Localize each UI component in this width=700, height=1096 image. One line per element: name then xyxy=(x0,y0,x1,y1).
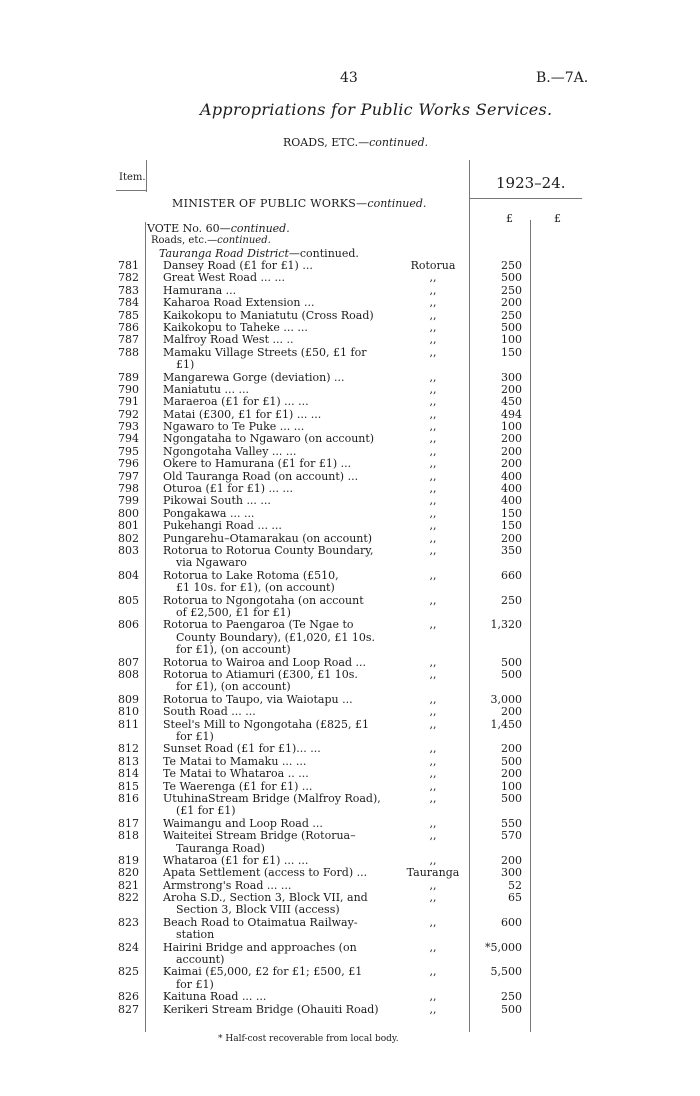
item-number: 781 xyxy=(118,259,139,272)
minister-heading-main: MINISTER OF PUBLIC WORKS— xyxy=(172,197,368,210)
item-description-line: Okere to Hamurana (£1 for £1) ... xyxy=(163,457,352,471)
table-row xyxy=(0,458,700,470)
item-amount: 250 xyxy=(501,990,522,1004)
table-row xyxy=(0,396,700,408)
item-description-line: Rotorua to Atiamuri (£300, £1 10s. xyxy=(163,667,358,681)
footnote: * Half-cost recoverable from local body. xyxy=(218,1034,399,1044)
item-description-line: Ngongataha to Ngawaro (on account) xyxy=(163,432,375,446)
item-number: 791 xyxy=(118,395,139,409)
item-location: ,, xyxy=(429,296,437,310)
item-description xyxy=(163,966,362,991)
item-location: ,, xyxy=(429,692,437,706)
item-location: ,, xyxy=(429,457,437,471)
minister-heading-cont: continued. xyxy=(367,197,427,210)
appropriation-table xyxy=(0,260,700,1016)
item-description xyxy=(163,991,266,1003)
item-location: ,, xyxy=(429,1002,437,1016)
item-number: 811 xyxy=(118,717,139,731)
item-location: ,, xyxy=(429,878,437,892)
item-description xyxy=(163,520,282,532)
item-description-line: via Ngawaro xyxy=(176,556,247,570)
item-description-line: account) xyxy=(176,953,225,967)
item-location: ,, xyxy=(429,816,437,830)
item-location: ,, xyxy=(429,940,437,954)
item-description-line: County Boundary), (£1,020, £1 10s. xyxy=(176,630,375,644)
item-amount: 150 xyxy=(501,519,522,533)
district-heading-cont: —continued. xyxy=(288,247,359,260)
item-amount: 250 xyxy=(501,283,522,297)
item-amount: 500 xyxy=(501,320,522,334)
item-location: ,, xyxy=(429,767,437,781)
item-description-line: Kaikokopu to Maniatutu (Cross Road) xyxy=(163,308,374,322)
item-description-line: Rotorua to Wairoa and Loop Road ... xyxy=(163,655,367,669)
district-heading-main: Tauranga Road District xyxy=(159,247,289,260)
vote-heading xyxy=(147,222,290,235)
table-row xyxy=(0,706,700,718)
item-number: 810 xyxy=(118,705,139,719)
item-amount: 100 xyxy=(501,420,522,434)
item-amount: 200 xyxy=(501,444,522,458)
item-amount: 200 xyxy=(501,432,522,446)
item-description xyxy=(163,458,351,470)
item-number: 820 xyxy=(118,866,139,880)
table-row xyxy=(0,372,700,384)
table-row xyxy=(0,917,700,942)
item-description xyxy=(163,347,367,372)
item-description-line: Apata Settlement (access to Ford) ... xyxy=(163,866,368,880)
table-row xyxy=(0,545,700,570)
item-description-line: Maraeroa (£1 for £1) ... ... xyxy=(163,395,309,409)
item-location: ,, xyxy=(429,531,437,545)
item-amount: 400 xyxy=(501,482,522,496)
item-description-line: Steel's Mill to Ngongotaha (£825, £1 xyxy=(163,717,369,731)
item-amount: 494 xyxy=(501,407,522,421)
table-row xyxy=(0,1004,700,1016)
table-row xyxy=(0,793,700,818)
item-amount: 250 xyxy=(501,308,522,322)
table-row xyxy=(0,347,700,372)
item-number: 812 xyxy=(118,742,139,756)
item-description-line: Kaituna Road ... ... xyxy=(163,990,267,1004)
roads-heading-cont: continued. xyxy=(217,235,271,246)
item-amount: 400 xyxy=(501,494,522,508)
section-subtitle-cont: continued. xyxy=(369,136,429,149)
item-location: ,, xyxy=(429,382,437,396)
item-description-line: Ngawaro to Te Puke ... ... xyxy=(163,420,305,434)
table-row xyxy=(0,719,700,744)
item-location: ,, xyxy=(429,717,437,731)
item-location: ,, xyxy=(429,791,437,805)
item-number: 801 xyxy=(118,519,139,533)
item-description xyxy=(163,830,356,855)
item-description xyxy=(163,917,358,942)
item-number: 823 xyxy=(118,915,139,929)
item-location: ,, xyxy=(429,853,437,867)
item-number: 804 xyxy=(118,568,139,582)
item-location: ,, xyxy=(429,482,437,496)
item-description-line: for £1), (on account) xyxy=(176,680,291,694)
item-description-line: Rotorua to Rotorua County Boundary, xyxy=(163,544,374,557)
table-row xyxy=(0,409,700,421)
item-description-line: £1 10s. for £1), (on account) xyxy=(176,581,335,595)
item-description-line: Malfroy Road West ... .. xyxy=(163,333,294,347)
item-description-line: Matai (£300, £1 for £1) ... ... xyxy=(163,407,322,421)
item-description-line: Kaikokopu to Taheke ... ... xyxy=(163,320,308,334)
item-description-line: Kerikeri Stream Bridge (Ohauiti Road) xyxy=(163,1002,379,1016)
item-description xyxy=(163,334,293,346)
item-amount: 200 xyxy=(501,531,522,545)
item-description-line: Old Tauranga Road (on account) ... xyxy=(163,469,359,483)
item-description-line: for £1), (on account) xyxy=(176,643,291,657)
item-location: ,, xyxy=(429,271,437,285)
item-number: 783 xyxy=(118,283,139,297)
item-number: 792 xyxy=(118,407,139,421)
header-rule-right xyxy=(470,198,582,199)
item-amount: 200 xyxy=(501,296,522,310)
item-column-header: Item. xyxy=(119,172,146,183)
item-description xyxy=(163,545,374,570)
item-number: 789 xyxy=(118,370,139,384)
table-row xyxy=(0,495,700,507)
item-description xyxy=(163,768,309,780)
item-number: 826 xyxy=(118,990,139,1004)
item-column-rule-top xyxy=(146,160,147,192)
item-description-line: Dansey Road (£1 for £1) ... xyxy=(163,259,313,272)
item-number: 827 xyxy=(118,1002,139,1016)
vote-heading-main: VOTE No. 60— xyxy=(147,222,231,235)
document-reference: B.—7A. xyxy=(536,70,589,86)
item-amount: 200 xyxy=(501,853,522,867)
item-location: ,, xyxy=(429,891,437,905)
item-number: 816 xyxy=(118,791,139,805)
item-location: Rotorua xyxy=(410,259,456,272)
item-description-line: Hairini Bridge and approaches (on xyxy=(163,940,357,954)
item-description-line: Waimangu and Loop Road ... xyxy=(163,816,323,830)
table-row xyxy=(0,867,700,879)
item-description-line: Pikowai South ... ... xyxy=(163,494,271,508)
table-row xyxy=(0,334,700,346)
item-location: ,, xyxy=(429,593,437,607)
item-number: 782 xyxy=(118,271,139,285)
item-description xyxy=(163,669,358,694)
item-location: ,, xyxy=(429,705,437,719)
item-description-line: Maniatutu ... ... xyxy=(163,382,249,396)
item-amount: 500 xyxy=(501,1002,522,1016)
item-amount: 200 xyxy=(501,767,522,781)
item-amount: 500 xyxy=(501,271,522,285)
item-amount: 250 xyxy=(501,593,522,607)
item-location: ,, xyxy=(429,345,437,359)
page-number: 43 xyxy=(340,70,358,86)
item-location: ,, xyxy=(429,469,437,483)
item-amount: 100 xyxy=(501,779,522,793)
minister-heading xyxy=(172,197,426,210)
table-row xyxy=(0,743,700,755)
year-column-header: 1923–24. xyxy=(496,174,566,192)
item-description xyxy=(163,495,271,507)
item-location: ,, xyxy=(429,519,437,533)
item-location: ,, xyxy=(429,444,437,458)
table-row xyxy=(0,272,700,284)
item-amount: 1,320 xyxy=(490,618,522,632)
item-description-line: South Road ... ... xyxy=(163,705,256,719)
item-number: 813 xyxy=(118,754,139,768)
item-description-line: Mangarewa Gorge (deviation) ... xyxy=(163,370,345,384)
item-description-line: Sunset Road (£1 for £1)... ... xyxy=(163,742,321,756)
item-description-line: Beach Road to Otaimatua Railway- xyxy=(163,915,358,929)
item-description-line: Aroha S.D., Section 3, Block VII, and xyxy=(163,891,368,905)
table-row xyxy=(0,694,700,706)
item-amount: 570 xyxy=(501,829,522,843)
item-description-line: Kaharoa Road Extension ... xyxy=(163,296,315,310)
item-description xyxy=(163,793,381,818)
item-amount: 200 xyxy=(501,705,522,719)
item-location: ,, xyxy=(429,655,437,669)
item-description-line: Rotorua to Lake Rotoma (£510, xyxy=(163,568,339,582)
item-description-line: UtuhinaStream Bridge (Malfroy Road), xyxy=(163,791,381,805)
table-row xyxy=(0,322,700,334)
item-amount: 100 xyxy=(501,333,522,347)
item-number: 788 xyxy=(118,345,139,359)
item-amount: 450 xyxy=(501,395,522,409)
item-location: ,, xyxy=(429,667,437,681)
item-location: ,, xyxy=(429,754,437,768)
item-amount: 1,450 xyxy=(490,717,522,731)
item-amount: 550 xyxy=(501,816,522,830)
item-number: 793 xyxy=(118,420,139,434)
item-description-line: Te Waerenga (£1 for £1) ... xyxy=(163,779,313,793)
item-amount: 400 xyxy=(501,469,522,483)
table-row xyxy=(0,508,700,520)
item-number: 799 xyxy=(118,494,139,508)
table-row xyxy=(0,619,700,656)
item-description xyxy=(163,396,309,408)
item-location: ,, xyxy=(429,420,437,434)
item-description xyxy=(163,942,357,967)
item-description-line: Te Matai to Mamaku ... ... xyxy=(163,754,307,768)
item-description-line: for £1) xyxy=(176,729,214,743)
item-location: ,, xyxy=(429,779,437,793)
item-location: ,, xyxy=(429,506,437,520)
section-subtitle xyxy=(283,136,428,149)
item-description-line: Rotorua to Taupo, via Waiotapu ... xyxy=(163,692,353,706)
item-amount: 3,000 xyxy=(490,692,522,706)
table-row xyxy=(0,669,700,694)
item-description xyxy=(163,706,256,718)
item-amount: *5,000 xyxy=(485,940,522,954)
section-subtitle-main: ROADS, ETC.— xyxy=(283,136,370,149)
table-row xyxy=(0,297,700,309)
item-description-line: Pongakawa ... ... xyxy=(163,506,255,520)
item-location: Tauranga xyxy=(406,866,460,880)
item-location: ,, xyxy=(429,333,437,347)
item-amount: 500 xyxy=(501,754,522,768)
table-row xyxy=(0,471,700,483)
item-description xyxy=(163,570,339,595)
item-number: 796 xyxy=(118,457,139,471)
item-description-line: Hamurana ... xyxy=(163,283,237,297)
item-location: ,, xyxy=(429,432,437,446)
table-row xyxy=(0,892,700,917)
item-amount: 660 xyxy=(501,568,522,582)
item-location: ,, xyxy=(429,320,437,334)
item-description xyxy=(163,272,285,284)
item-location: ,, xyxy=(429,965,437,979)
item-description-line: Section 3, Block VIII (access) xyxy=(176,903,340,917)
table-row xyxy=(0,830,700,855)
item-number: 815 xyxy=(118,779,139,793)
item-number: 825 xyxy=(118,965,139,979)
table-row xyxy=(0,570,700,595)
item-number: 808 xyxy=(118,667,139,681)
table-row xyxy=(0,310,700,322)
item-number: 786 xyxy=(118,320,139,334)
item-amount: 350 xyxy=(501,544,522,557)
item-number: 795 xyxy=(118,444,139,458)
item-number: 817 xyxy=(118,816,139,830)
item-number: 794 xyxy=(118,432,139,446)
header-rule-left xyxy=(116,190,146,191)
item-description xyxy=(163,719,369,744)
item-location: ,, xyxy=(429,990,437,1004)
item-amount: 600 xyxy=(501,915,522,929)
table-row xyxy=(0,260,700,272)
item-amount: 300 xyxy=(501,370,522,384)
item-description xyxy=(163,892,368,917)
table-row xyxy=(0,756,700,768)
item-amount: 150 xyxy=(501,506,522,520)
item-location: ,, xyxy=(429,407,437,421)
table-row xyxy=(0,520,700,532)
item-amount: 200 xyxy=(501,742,522,756)
item-description xyxy=(163,297,314,309)
currency-symbol-1: £ xyxy=(506,212,513,225)
table-row xyxy=(0,595,700,620)
item-number: 807 xyxy=(118,655,139,669)
roads-heading xyxy=(151,235,271,246)
item-description xyxy=(163,867,367,879)
item-number: 790 xyxy=(118,382,139,396)
item-number: 822 xyxy=(118,891,139,905)
item-location: ,, xyxy=(429,829,437,843)
item-location: ,, xyxy=(429,915,437,929)
item-number: 806 xyxy=(118,618,139,632)
item-description-line: of £2,500, £1 for £1) xyxy=(176,606,291,619)
item-number: 803 xyxy=(118,544,139,557)
vote-heading-cont: continued. xyxy=(230,222,290,235)
item-description-line: Kaimai (£5,000, £2 for £1; £500, £1 xyxy=(163,965,363,979)
item-amount: 200 xyxy=(501,457,522,471)
item-amount: 500 xyxy=(501,667,522,681)
page-title: Appropriations for Public Works Services. xyxy=(200,100,553,119)
item-description xyxy=(163,1004,379,1016)
item-location: ,, xyxy=(429,283,437,297)
item-amount: 150 xyxy=(501,345,522,359)
item-location: ,, xyxy=(429,308,437,322)
item-amount: 500 xyxy=(501,655,522,669)
item-description-line: Pungarehu–Otamarakau (on account) xyxy=(163,531,373,545)
item-description-line: for £1) xyxy=(176,977,214,991)
item-location: ,, xyxy=(429,618,437,632)
item-number: 787 xyxy=(118,333,139,347)
item-location: ,, xyxy=(429,568,437,582)
item-location: ,, xyxy=(429,544,437,557)
currency-symbol-2: £ xyxy=(554,212,561,225)
table-row xyxy=(0,966,700,991)
item-description xyxy=(163,743,321,755)
item-amount: 5,500 xyxy=(490,965,522,979)
item-amount: 250 xyxy=(501,259,522,272)
item-description-line: Tauranga Road) xyxy=(176,841,265,855)
item-number: 798 xyxy=(118,482,139,496)
table-row xyxy=(0,991,700,1003)
item-amount: 300 xyxy=(501,866,522,880)
table-row xyxy=(0,285,700,297)
item-amount: 500 xyxy=(501,791,522,805)
item-number: 809 xyxy=(118,692,139,706)
item-location: ,, xyxy=(429,494,437,508)
item-description xyxy=(163,595,364,620)
item-description-line: Mamaku Village Streets (£50, £1 for xyxy=(163,345,367,359)
item-number: 784 xyxy=(118,296,139,310)
item-amount: 65 xyxy=(508,891,522,905)
item-number: 805 xyxy=(118,593,139,607)
table-row xyxy=(0,483,700,495)
item-number: 797 xyxy=(118,469,139,483)
item-description-line: (£1 for £1) xyxy=(176,804,236,818)
item-description-line: Te Matai to Whataroa .. ... xyxy=(163,767,309,781)
table-row xyxy=(0,433,700,445)
table-row xyxy=(0,942,700,967)
item-number: 818 xyxy=(118,829,139,843)
item-number: 800 xyxy=(118,506,139,520)
item-number: 814 xyxy=(118,767,139,781)
item-number: 785 xyxy=(118,308,139,322)
item-description-line: Whataroa (£1 for £1) ... ... xyxy=(163,853,309,867)
table-row xyxy=(0,384,700,396)
item-number: 819 xyxy=(118,853,139,867)
item-amount: 200 xyxy=(501,382,522,396)
item-description-line: Ngongotaha Valley ... ... xyxy=(163,444,297,458)
roads-heading-main: Roads, etc.— xyxy=(151,235,218,246)
item-description-line: Pukehangi Road ... ... xyxy=(163,519,282,533)
item-location: ,, xyxy=(429,742,437,756)
item-number: 821 xyxy=(118,878,139,892)
item-description-line: Great West Road ... ... xyxy=(163,271,285,285)
item-description-line: Oturoa (£1 for £1) ... ... xyxy=(163,482,293,496)
item-description xyxy=(163,619,375,656)
item-number: 802 xyxy=(118,531,139,545)
item-location: ,, xyxy=(429,370,437,384)
item-description-line: Rotorua to Paengaroa (Te Ngae to xyxy=(163,618,354,632)
item-location: ,, xyxy=(429,395,437,409)
item-description-line: station xyxy=(176,928,215,942)
item-amount: 52 xyxy=(508,878,522,892)
item-description-line: Waiteitei Stream Bridge (Rotorua– xyxy=(163,829,356,843)
item-description-line: £1) xyxy=(176,358,195,372)
item-number: 824 xyxy=(118,940,139,954)
item-description-line: Armstrong's Road ... ... xyxy=(163,878,292,892)
item-description-line: Rotorua to Ngongotaha (on account xyxy=(163,593,364,607)
table-row xyxy=(0,768,700,780)
